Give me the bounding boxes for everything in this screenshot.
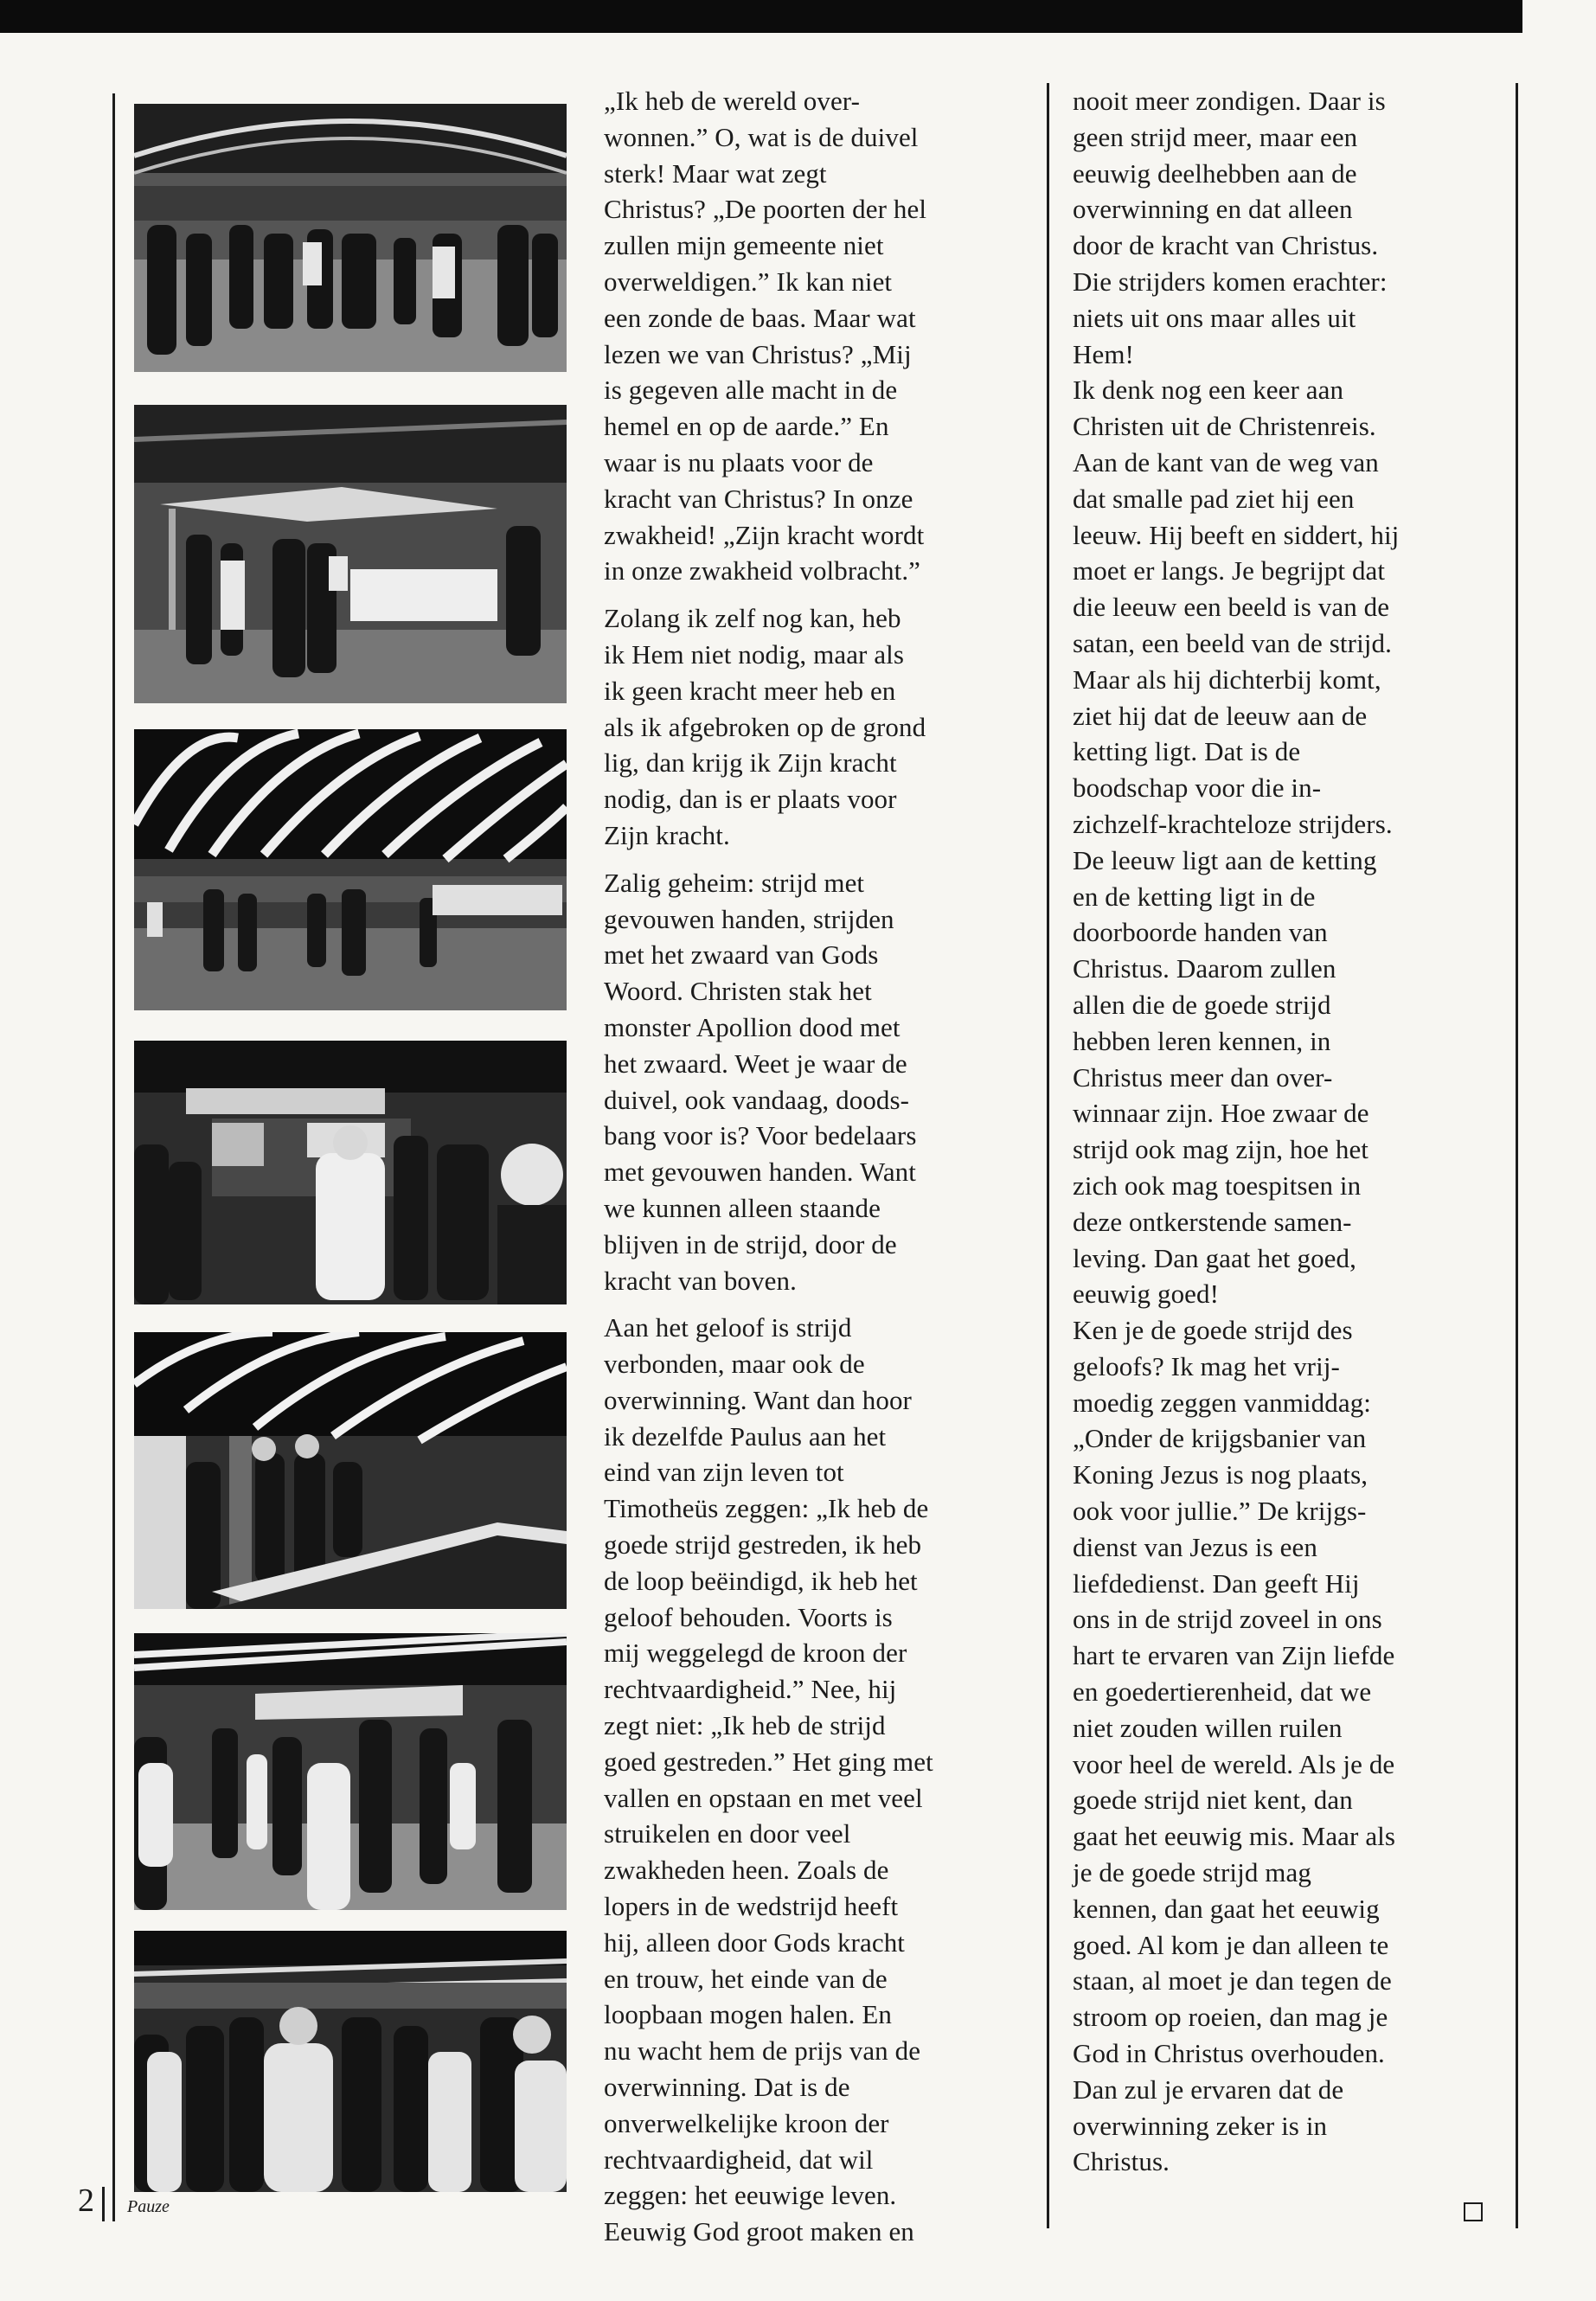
column-1-paragraph-3: Zalig geheim: strijd met gevouwen handen, strijden met het zwaard van Gods Woord. Christen stak het monster Apollion dood met het zwaard. Weet je waar de duivel, ook vandaag, doods- bang voor is? Voor bedelaars met gevouwen handen. Want we kunnen alleen staande blijven in de strijd, door de kracht van boven. [604, 867, 917, 1296]
photo-hall-arches [134, 729, 567, 1010]
footer-rule [102, 2187, 105, 2221]
article-column-1 [604, 83, 1019, 2261]
article-column-2 [1073, 83, 1505, 2180]
column-1-paragraph-1: „Ik heb de wereld over- wonnen.” O, wat is de duivel sterk! Maar wat zegt Christus? „De poorten der hel zullen mijn gemeente niet overweldigen.” Ik kan niet een zonde de baas. Maar wat lezen we van Christus? „Mij is gegeven alle macht in de hemel en op de aarde.” En waar is nu plaats voor de kracht van Christus? In onze zwakheid! „Zijn kracht wordt in onze zwakheid volbracht.” [604, 86, 927, 586]
column-2-paragraph-3: Ken je de goede strijd des geloofs? Ik mag het vrij- moedig zeggen vanmiddag: „Onder de krijgsbanier van Koning Jezus is nog plaats, ook voor jullie.” De krijgs- dienst van Jezus is een liefdedienst. Dan geeft Hij ons in de strijd zoveel in ons hart te ervaren van Zijn liefde en goedertierenheid, dat we niet zouden willen ruilen voor heel de wereld. Als je de goede strijd niet kent, dan gaat het eeuwig mis. Maar als je de goede strijd mag kennen, dan gaat het eeuwig goed. Al kom je dan alleen te staan, al moet je dan tegen de stroom op roeien, dan mag je God in Christus overhouden. Dan zul je ervaren dat de overwinning zeker is in Christus. [1073, 1315, 1396, 2177]
end-of-article-mark [1464, 2202, 1483, 2221]
page-number: 2 [78, 2182, 94, 2219]
photo-book-table [134, 1332, 567, 1609]
column-1-paragraph-4: Aan het geloof is strijd verbonden, maar ook de overwinning. Want dan hoor ik dezelfde Paulus aan het eind van zijn leven tot Timotheüs zeggen: „Ik heb de goede strijd gestreden, ik heb de loop beëindigd, ik heb het geloof behouden. Voorts is mij weggelegd de kroon der rechtvaardigheid.” Nee, hij zegt niet: „Ik heb de strijd goed gestreden.” Het ging met vallen en opstaan en met veel struikelen en door veel zwakheden heen. Zoals de lopers in de wedstrijd heeft hij, alleen door Gods kracht en trouw, het einde van de loopbaan mogen halen. En nu wacht hem de prijs van de overwinning. Dat is de onverwelkelijke kroon der rechtvaardigheid, dat wil zeggen: het eeuwige leven. Eeuwig God groot maken en [604, 1312, 933, 2247]
photo-information-stand [134, 1041, 567, 1304]
photo-market-stand [134, 405, 567, 703]
column-2-paragraph-1: nooit meer zondigen. Daar is geen strijd meer, maar een eeuwig deelhebben aan de overwinning en dat alleen door de kracht van Christus. Die strijders komen erachter: niets uit ons maar alles uit Hem! [1073, 86, 1388, 369]
top-black-bar [0, 0, 1522, 33]
column-2-paragraph-2: Ik denk nog een keer aan Christen uit de Christenreis. Aan de kant van de weg van dat smalle pad ziet hij een leeuw. Hij beeft en siddert, hij moet er langs. Je begrijpt dat die leeuw een beeld is van de satan, een beeld van de strijd. Maar als hij dichterbij komt, ziet hij dat de leeuw aan de ketting ligt. Dat is de boodschap voor die in- zichzelf-krachteloze strijders. De leeuw ligt aan de ketting en de ketting ligt in de doorboorde handen van Christus. Daarom zullen allen die de goede strijd hebben leren kennen, in Christus meer dan over- winnaar zijn. Hoe zwaar de strijd ook mag zijn, hoe het zich ook mag toespitsen in deze ontkerstende samen- leving. Dan gaat het goed, eeuwig goed! [1073, 375, 1400, 1310]
photo-hall-crowd [134, 104, 567, 372]
column-rule-1 [1047, 83, 1049, 2228]
photo-crowd-closeup [134, 1931, 567, 2192]
column-rule-2 [1516, 83, 1518, 2228]
photo-crowd-under-awning [134, 1633, 567, 1910]
column-1-paragraph-2: Zolang ik zelf nog kan, heb ik Hem niet nodig, maar als ik geen kracht meer heb en als ik afgebroken op de grond lig, dan krijg ik Zijn kracht nodig, dan is er plaats voor Zijn kracht. [604, 603, 926, 850]
left-margin-rule [112, 93, 115, 2221]
magazine-name: Pauze [127, 2197, 170, 2216]
